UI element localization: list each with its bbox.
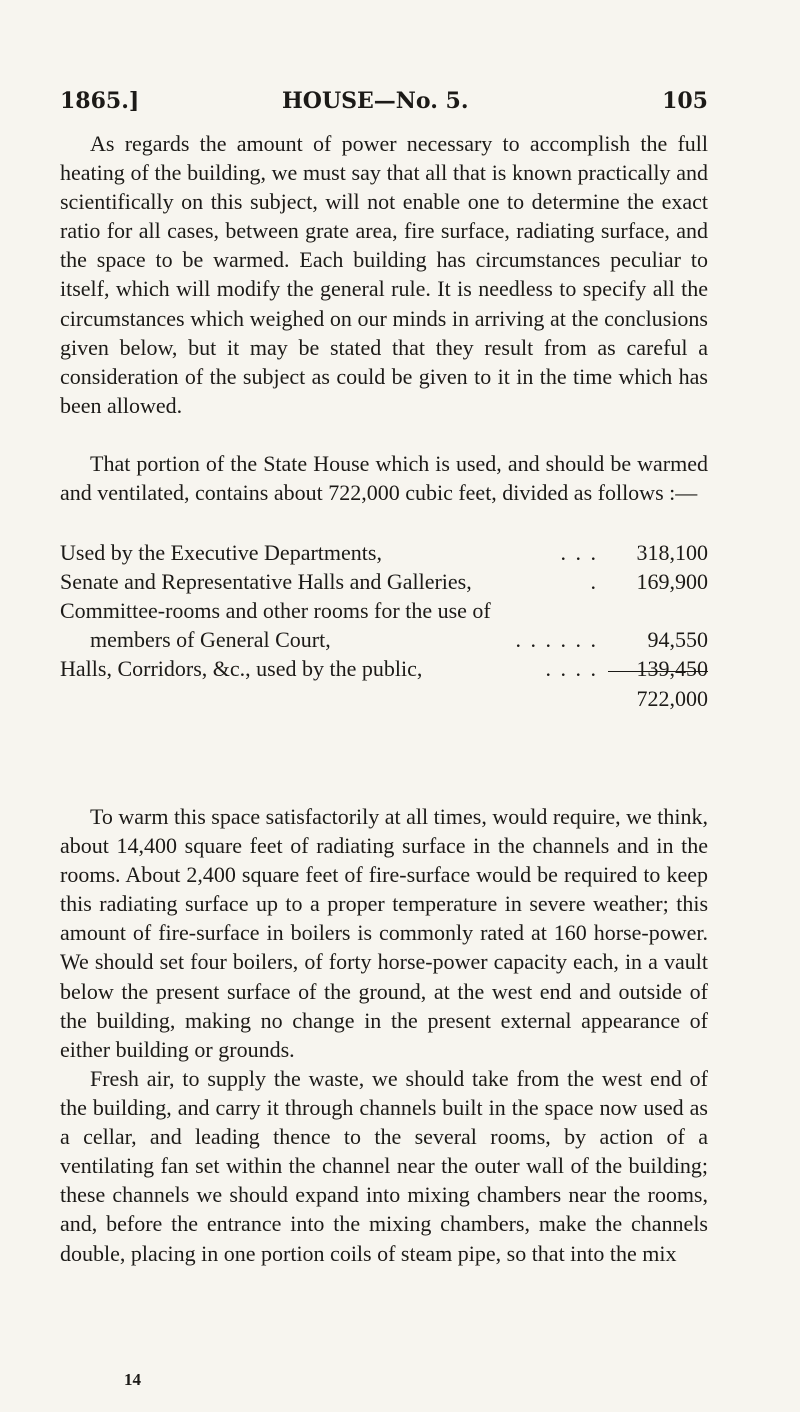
row-leader-dots: . . . . . . (515, 627, 598, 653)
row-label: Used by the Executive Departments, (60, 540, 382, 565)
table-total: 722,000 (636, 686, 708, 711)
page-header (60, 88, 708, 122)
table-row (60, 596, 708, 625)
header-page-number: 105 (662, 88, 708, 114)
paragraph-text: As regards the amount of power necessary to accomplish the full heating of the building, we must say that all that is known practically and scientifically on this subject, will not enable one to determine the exact ratio for all cases, between grate area, fire surface, radiating surface, and the space to be warmed. Each building has circumstances peculiar to itself, which will modify the general rule. It is needless to specify all the circumstances which weighed on our minds in arriving at the conclusions given below, but it may be stated that they result from as careful a consideration of the subject as could be given to it in the time which has been allowed. (60, 131, 708, 418)
table-row (60, 567, 708, 596)
paragraph-text: That portion of the State House which is used, and should be warmed and ventilated, contains about 722,000 cubic feet, divided as follows :— (60, 451, 708, 506)
paragraph-text: To warm this space satisfactorily at all times, would require, we think, about 14,400 square feet of radiating surface in the channels and in the rooms. About 2,400 square feet of fire-surface would be required to keep this radiating surface up to a proper temperature in severe weather; this amount of fire-surface in boilers is commonly rated at 160 horse-power. We should set four boilers, of forty horse-power capacity each, in a vault below the present surface of the ground, at the west end and outside of the building, making no change in the present external appearance of either building or grounds. (60, 804, 708, 1062)
row-value: 318,100 (636, 540, 708, 565)
row-label: members of General Court, (90, 627, 331, 653)
row-label: Halls, Corridors, &c., used by the public, (60, 656, 423, 682)
table-row (60, 654, 708, 683)
row-leader-dots: . (590, 569, 598, 595)
row-label: Senate and Representative Halls and Galleries, (60, 569, 472, 595)
paragraph-text: Fresh air, to supply the waste, we should take from the west end of the building, and carry it through channels built in the space now used as a cellar, and leading thence to the several rooms, by action of a ventilating fan set within the channel near the outer wall of the building; these channels we should expand into mixing chambers near the rooms, and, before the entrance into the mixing chambers, make the channels double, placing in one portion coils of steam pipe, so that into the mix (60, 1066, 708, 1266)
row-value: 94,550 (647, 627, 708, 653)
paragraph-state-house-volume (60, 449, 708, 507)
row-leader-dots: . . . (560, 540, 598, 565)
table-row (60, 625, 708, 654)
table-row (60, 538, 708, 567)
row-label: Committee-rooms and other rooms for the use of (60, 598, 491, 624)
paragraph-fresh-air (60, 1064, 708, 1268)
paragraph-heating-plan (60, 802, 708, 1064)
header-document-title: HOUSE—No. 5. (282, 88, 469, 114)
header-year: 1865.] (60, 88, 140, 114)
row-value: 139,450 (636, 656, 708, 682)
row-value: 169,900 (636, 569, 708, 595)
total-rule (608, 671, 708, 672)
signature-mark: 14 (124, 1370, 141, 1389)
paragraph-power-requirements (60, 129, 708, 420)
volume-table (60, 538, 708, 711)
row-leader-dots: . . . . (545, 656, 598, 682)
